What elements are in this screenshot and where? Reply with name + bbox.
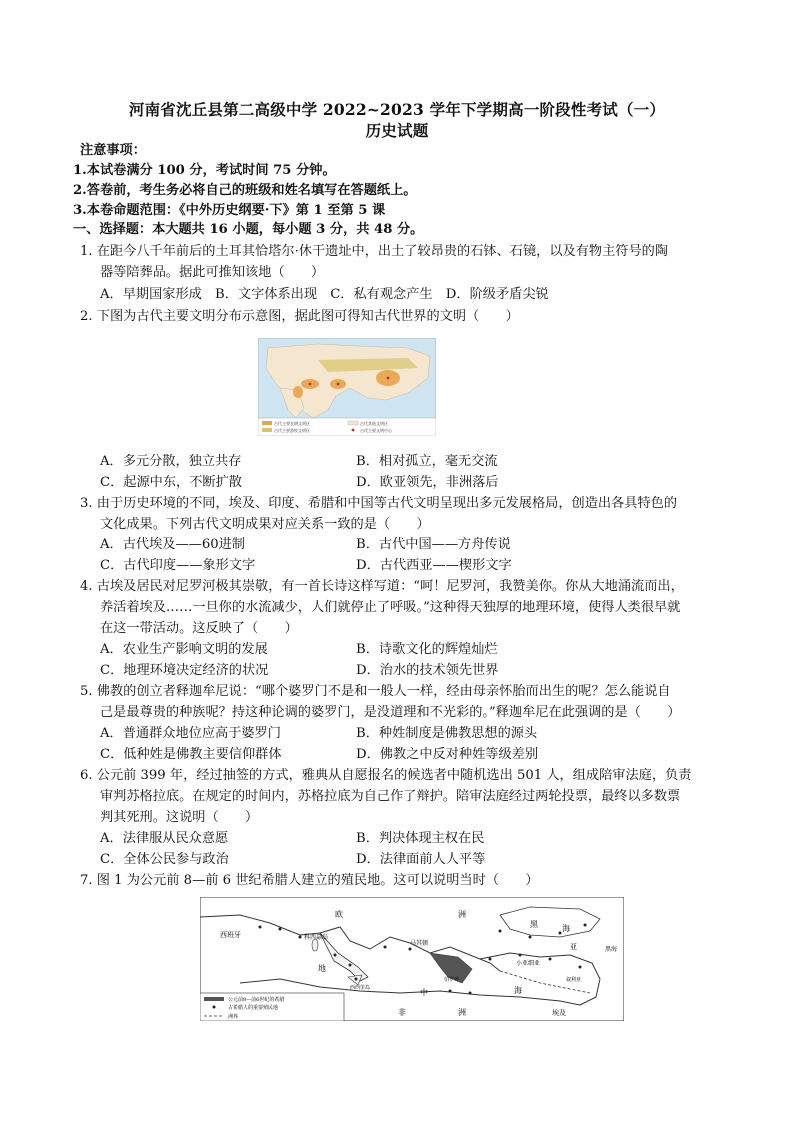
map7-label-sicily: 西西里岛 (350, 985, 371, 991)
map7-label-africa-1: 非 (398, 1008, 406, 1017)
note-item-3: 3.本卷命题范围：《中外历史纲要·下》第 1 至第 5 课 (73, 203, 386, 218)
map7-label-black-2: 海 (562, 924, 570, 933)
map7-label-corsica: 科西嘉岛 (304, 934, 329, 941)
map7-label-asia-minor: 小亚细亚 (516, 960, 541, 967)
q2-option-d: D．欧亚领先，非洲落后 (356, 475, 499, 490)
note-item-1: 1.本试卷满分 100 分，考试时间 75 分钟。 (73, 163, 336, 178)
civilization-map (258, 338, 436, 440)
q6-option-a: A．法律服从民众意愿 (100, 831, 229, 846)
q1-line-1: 1. 在距今八千年前后的土耳其恰塔尔·休干遗址中，出土了较昂贵的石钵、石镜，以及有物主符号的陶 (80, 244, 669, 259)
q5-line-2: 己是最尊贵的种族呢？持这种论调的婆罗门，是没道理和不光彩的。”释迦牟尼在此强调的是（ ） (100, 705, 681, 720)
map2-legend-1: 古代主要农耕文明区 (274, 421, 310, 426)
q5-option-d: D．佛教之中反对种姓等级差别 (356, 747, 539, 762)
exam-subtitle: 历史试题 (365, 121, 429, 140)
q3-option-b: B．古代中国——方舟传说 (356, 537, 511, 552)
q6-option-c: C．全体公民参与政治 (100, 852, 229, 867)
q6-line-2: 审判苏格拉底。在规定的时间内，苏格拉底为自己作了辩护。陪审法庭经过两轮投票，最终以多数票 (100, 789, 681, 804)
q6-option-d: D．法律面前人人平等 (356, 852, 486, 867)
q4-option-a: A．农业生产影响文明的发展 (100, 642, 268, 657)
q3-option-a: A．古代埃及——60进制 (100, 537, 245, 552)
map7-label-di: 地 (318, 964, 326, 973)
q2-line-1: 2. 下图为古代主要文明分布示意图，据此图可得知古代世界的文明（ ） (80, 309, 519, 324)
q5-option-c: C．低种姓是佛教主要信仰群体 (100, 747, 282, 762)
map7-label-africa-2: 洲 (458, 1008, 466, 1017)
q1-line-2: 器等陪葬品。据此可推知该地（ ） (100, 265, 325, 280)
exam-title: 河南省沈丘县第二高级中学 2022~2023 学年下学期高一阶段性考试（一） (128, 100, 666, 119)
map2-legend-3: 古代其他文明区 (360, 421, 388, 426)
map7-label-egypt: 埃及 (552, 1009, 566, 1017)
map7-legend-1: 公元前8—前6世纪的希腊 (228, 997, 285, 1003)
map7-label-black-1: 黑 (530, 920, 538, 929)
q2-option-b: B．相对孤立，毫无交流 (356, 454, 498, 469)
q6-line-1: 6. 公元前 399 年，经过抽签的方式，雅典从自愿报名的候选者中随机选出 501 人，组成陪审法庭，负责 (80, 768, 692, 783)
q4-line-3: 在这一带活动。这反映了（ ） (100, 621, 298, 636)
q3-line-1: 3. 由于历史环境的不同，埃及、印度、希腊和中国等古代文明呈现出多元发展格局，创造出各具特色的 (80, 496, 678, 511)
map7-label-europe-2: 洲 (458, 910, 466, 919)
map2-legend-2: 古代主要游牧文明区 (274, 428, 310, 433)
map7-label-syria: 叙利亚 (566, 977, 582, 983)
map7-label-zhong: 中 (420, 988, 428, 997)
map7-label-black-sea-small: 黑海 (605, 946, 618, 953)
q4-option-b: B．诗歌文化的辉煌灿烂 (356, 642, 498, 657)
map7-label-europe-1: 欧 (335, 910, 343, 919)
q5-option-b: B．种姓制度是佛教思想的源头 (356, 726, 538, 741)
q3-option-d: D．古代西亚——楔形文字 (356, 558, 512, 573)
q3-option-c: C．古代印度——象形文字 (100, 558, 256, 573)
map7-label-hai: 海 (514, 986, 522, 995)
map7-legend-3: 洲界 (228, 1014, 239, 1020)
greek-colonies-map-svg (200, 897, 624, 1021)
map7-legend-2: 古希腊人的重要殖民地 (228, 1005, 279, 1011)
civilization-map-svg (258, 338, 436, 436)
q5-option-a: A．普通群众地位应高于婆罗门 (100, 726, 281, 741)
map2-legend-4: 古代主要文明中心 (360, 428, 392, 433)
q6-line-3: 判其死刑。这说明（ ） (100, 810, 259, 825)
notes-heading: 注意事项： (80, 143, 146, 158)
q6-option-b: B．判决体现主权在民 (356, 831, 485, 846)
q2-option-c: C．起源中东，不断扩散 (100, 475, 242, 490)
q4-option-d: D．治水的技术领先世界 (356, 663, 499, 678)
note-item-2: 2.答卷前，考生务必将自己的班级和姓名填写在答题纸上。 (73, 183, 417, 198)
q3-line-2: 文化成果。下列古代文明成果对应关系一致的是（ ） (100, 517, 430, 532)
q4-line-2: 养活着埃及……一旦你的水流减少，人们就停止了呼吸。”这种得天独厚的地理环境，使得人类很早就 (100, 600, 681, 615)
q2-option-a: A．多元分散，独立共存 (100, 454, 242, 469)
map7-label-macedon: 马其顿 (410, 940, 429, 947)
q5-line-1: 5. 佛教的创立者释迦牟尼说：“哪个婆罗门不是和一般人一样，经由母亲怀胎而出生的呢？怎么能说自 (80, 684, 671, 699)
q4-option-c: C．地理环境决定经济的状况 (100, 663, 269, 678)
q7-line-1: 7. 图 1 为公元前 8—前 6 世纪希腊人建立的殖民地。这可以说明当时（ ） (80, 873, 539, 888)
map7-label-spain: 西班牙 (220, 931, 241, 939)
greek-colonies-map (200, 897, 624, 1025)
map7-label-asia: 亚 (570, 943, 577, 951)
q4-line-1: 4. 古埃及居民对尼罗河极其崇敬，有一首长诗这样写道：“呵！尼罗河，我赞美你。你从大地涌流而出， (80, 579, 684, 594)
map7-label-peloponnese: 伯罗奔 (444, 977, 460, 983)
section-heading: 一、选择题：本大题共 16 小题，每小题 3 分，共 48 分。 (73, 222, 424, 237)
q1-options: A．早期国家形成 B．文字体系出现 C．私有观念产生 D．阶级矛盾尖锐 (100, 287, 549, 302)
